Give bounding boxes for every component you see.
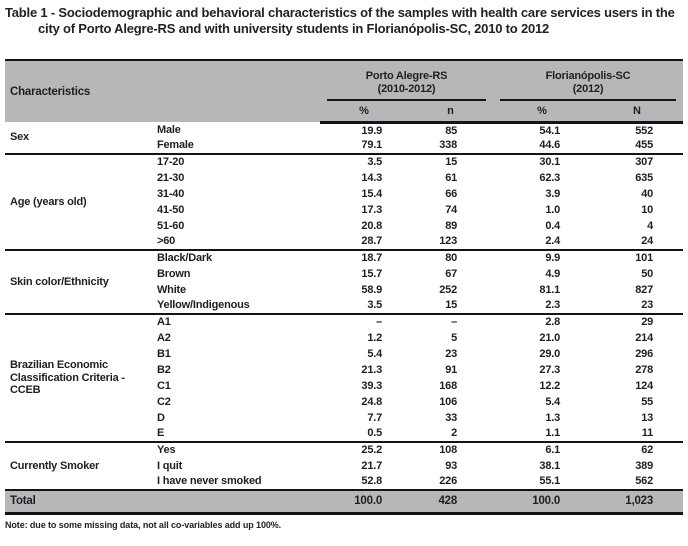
table-row [5, 154, 683, 170]
cell-value: 100.0 [532, 495, 561, 508]
cell-value: 79.1 [361, 139, 383, 152]
total-label: Total [10, 495, 36, 508]
cell-value: 19.9 [361, 124, 383, 137]
cell-value: 106 [439, 395, 458, 408]
characteristics-header: Characteristics [10, 85, 91, 98]
cell-value: 24.8 [361, 395, 383, 408]
section-cceb [5, 314, 683, 442]
group-header-porto-alegre [320, 60, 493, 101]
cell-value: – [376, 316, 383, 329]
row-label: Yellow/Indigenous [157, 299, 250, 312]
row-group-label: Currently Smoker [10, 459, 100, 472]
cell-value: 93 [445, 459, 458, 472]
cell-value: 252 [439, 283, 458, 296]
cell-value: 5 [451, 331, 458, 344]
row-label: 41-50 [157, 203, 185, 216]
cell-value: 6.1 [545, 444, 561, 457]
cell-value: 15 [445, 156, 458, 169]
cell-value: 0.4 [545, 219, 561, 232]
cell-value: 168 [439, 379, 458, 392]
row-label: B2 [157, 363, 171, 376]
cell-value: 1.0 [545, 203, 561, 216]
table-footnote: Note: due to some missing data, not all co-variables add up 100%. [5, 519, 282, 530]
cell-value: 15.7 [361, 267, 383, 280]
cell-value: 58.9 [361, 283, 383, 296]
cell-value: 5.4 [545, 395, 561, 408]
cell-value: 20.8 [361, 219, 383, 232]
cell-value: 28.7 [361, 235, 383, 248]
cell-value: 50 [641, 267, 654, 280]
cell-value: 23 [641, 299, 654, 312]
cell-value: 89 [445, 219, 458, 232]
row-label: 17-20 [157, 156, 185, 169]
cell-value: 226 [439, 475, 458, 488]
cell-value: 39.3 [361, 379, 383, 392]
cell-value: 307 [635, 156, 654, 169]
cell-value: 214 [635, 331, 654, 344]
cell-value: 123 [439, 235, 458, 248]
row-label: Brown [157, 267, 191, 280]
section-sex [5, 122, 683, 154]
table-header [5, 60, 683, 122]
cell-value: 0.5 [367, 427, 383, 440]
cell-value: 124 [635, 379, 654, 392]
cell-value: 67 [445, 267, 458, 280]
col-header-percent-fln: % [493, 101, 591, 122]
table-row [5, 442, 683, 458]
table-row [5, 314, 683, 330]
cell-value: 562 [635, 475, 654, 488]
col-header-n-poa: n [408, 101, 493, 122]
row-label: Male [157, 123, 181, 136]
row-group-label: Age (years old) [10, 195, 87, 208]
cell-value: 30.1 [539, 156, 561, 169]
cell-value: 61 [445, 171, 458, 184]
row-label: >60 [157, 235, 176, 248]
cell-value: 1,023 [625, 495, 654, 508]
cell-value: 2.4 [545, 235, 561, 248]
cell-value: 1.3 [545, 411, 561, 424]
row-label: Yes [157, 444, 176, 457]
cell-value: 455 [635, 139, 654, 152]
cell-value: 54.1 [539, 124, 561, 137]
cell-value: 12.2 [539, 379, 561, 392]
cell-value: 24 [641, 235, 654, 248]
characteristics-table [5, 59, 683, 515]
section-smoker [5, 442, 683, 490]
cell-value: 91 [445, 363, 458, 376]
row-label: C1 [157, 379, 171, 392]
cell-value: 2.8 [545, 316, 561, 329]
table-row [5, 490, 683, 513]
col-header-n-fln: N [591, 101, 683, 122]
table-title: Table 1 - Sociodemographic and behavioral characteristics of the samples with health care services users in the city of Porto Alegre-RS and with university students in Florianópolis-SC, 2010 to 2012 [5, 5, 675, 36]
cell-value: 33 [445, 411, 458, 424]
cell-value: 55.1 [539, 475, 561, 488]
row-label: D [157, 411, 165, 424]
row-group-label: Skin color/Ethnicity [10, 275, 109, 288]
table-row [5, 250, 683, 266]
cell-value: 5.4 [367, 347, 383, 360]
cell-value: 52.8 [361, 475, 383, 488]
cell-value: 1.2 [367, 331, 383, 344]
cell-value: 2 [451, 427, 458, 440]
group-header-underline [500, 70, 676, 101]
cell-value: 338 [439, 139, 458, 152]
row-label: A2 [157, 331, 171, 344]
cell-value: 827 [635, 283, 654, 296]
cell-value: 100.0 [354, 495, 383, 508]
cell-value: 3.5 [367, 299, 383, 312]
cell-value: 80 [445, 252, 458, 265]
cell-value: 29 [641, 316, 654, 329]
cell-value: 1.1 [545, 427, 561, 440]
cell-value: 25.2 [361, 444, 383, 457]
row-label: B1 [157, 347, 171, 360]
group-header-underline [327, 70, 486, 101]
cell-value: 29.0 [539, 347, 561, 360]
cell-value: 62.3 [539, 171, 561, 184]
cell-value: 3.9 [545, 187, 561, 200]
section-skin-color [5, 250, 683, 314]
row-label: 21-30 [157, 171, 185, 184]
section-age [5, 154, 683, 250]
group-header-florianopolis [493, 60, 683, 101]
cell-value: 108 [439, 444, 458, 457]
total-row [5, 490, 683, 513]
cell-value: 101 [635, 252, 654, 265]
cell-value: – [451, 316, 458, 329]
cell-value: 552 [635, 124, 654, 137]
cell-value: 3.5 [367, 156, 383, 169]
group-title: Porto Alegre-RS [365, 70, 448, 82]
col-header-percent-poa: % [320, 101, 408, 122]
cell-value: 15 [445, 299, 458, 312]
cell-value: 15.4 [361, 187, 383, 200]
cell-value: 278 [635, 363, 654, 376]
cell-value: 74 [445, 203, 458, 216]
cell-value: 2.3 [545, 299, 561, 312]
cell-value: 11 [641, 427, 654, 440]
cell-value: 296 [635, 347, 654, 360]
cell-value: 55 [641, 395, 654, 408]
group-subtitle: (2012) [572, 83, 604, 95]
group-title: Florianópolis-SC [545, 70, 631, 82]
cell-value: 85 [445, 124, 458, 137]
cell-value: 23 [445, 347, 458, 360]
cell-value: 38.1 [539, 459, 561, 472]
row-group-label: Sex [10, 131, 29, 144]
cell-value: 4 [647, 219, 654, 232]
cell-value: 635 [635, 171, 654, 184]
cell-value: 4.9 [545, 267, 561, 280]
cell-value: 66 [445, 187, 458, 200]
cell-value: 21.0 [539, 331, 561, 344]
table-row [5, 122, 683, 138]
cell-value: 40 [641, 187, 654, 200]
cell-value: 7.7 [367, 411, 383, 424]
row-label: I have never smoked [157, 475, 262, 488]
row-label: Black/Dark [157, 252, 212, 265]
group-subtitle: (2010-2012) [377, 83, 436, 95]
row-label: 31-40 [157, 187, 185, 200]
cell-value: 428 [438, 495, 458, 508]
row-label: Female [157, 139, 194, 152]
cell-value: 27.3 [539, 363, 561, 376]
row-label: A1 [157, 316, 171, 329]
row-label: I quit [157, 459, 183, 472]
row-label: White [157, 283, 186, 296]
cell-value: 81.1 [539, 283, 561, 296]
cell-value: 21.3 [361, 363, 383, 376]
row-label: E [157, 427, 165, 440]
row-label: C2 [157, 395, 171, 408]
cell-value: 13 [641, 411, 654, 424]
cell-value: 389 [635, 459, 654, 472]
cell-value: 9.9 [545, 252, 561, 265]
cell-value: 18.7 [361, 252, 383, 265]
cell-value: 62 [641, 444, 654, 457]
row-group-label: Brazilian Economic Classification Criteria - CCEB [10, 359, 125, 397]
cell-value: 21.7 [361, 459, 383, 472]
cell-value: 14.3 [361, 171, 383, 184]
cell-value: 17.3 [361, 203, 383, 216]
row-label: 51-60 [157, 219, 185, 232]
cell-value: 10 [641, 203, 654, 216]
cell-value: 44.6 [539, 139, 561, 152]
